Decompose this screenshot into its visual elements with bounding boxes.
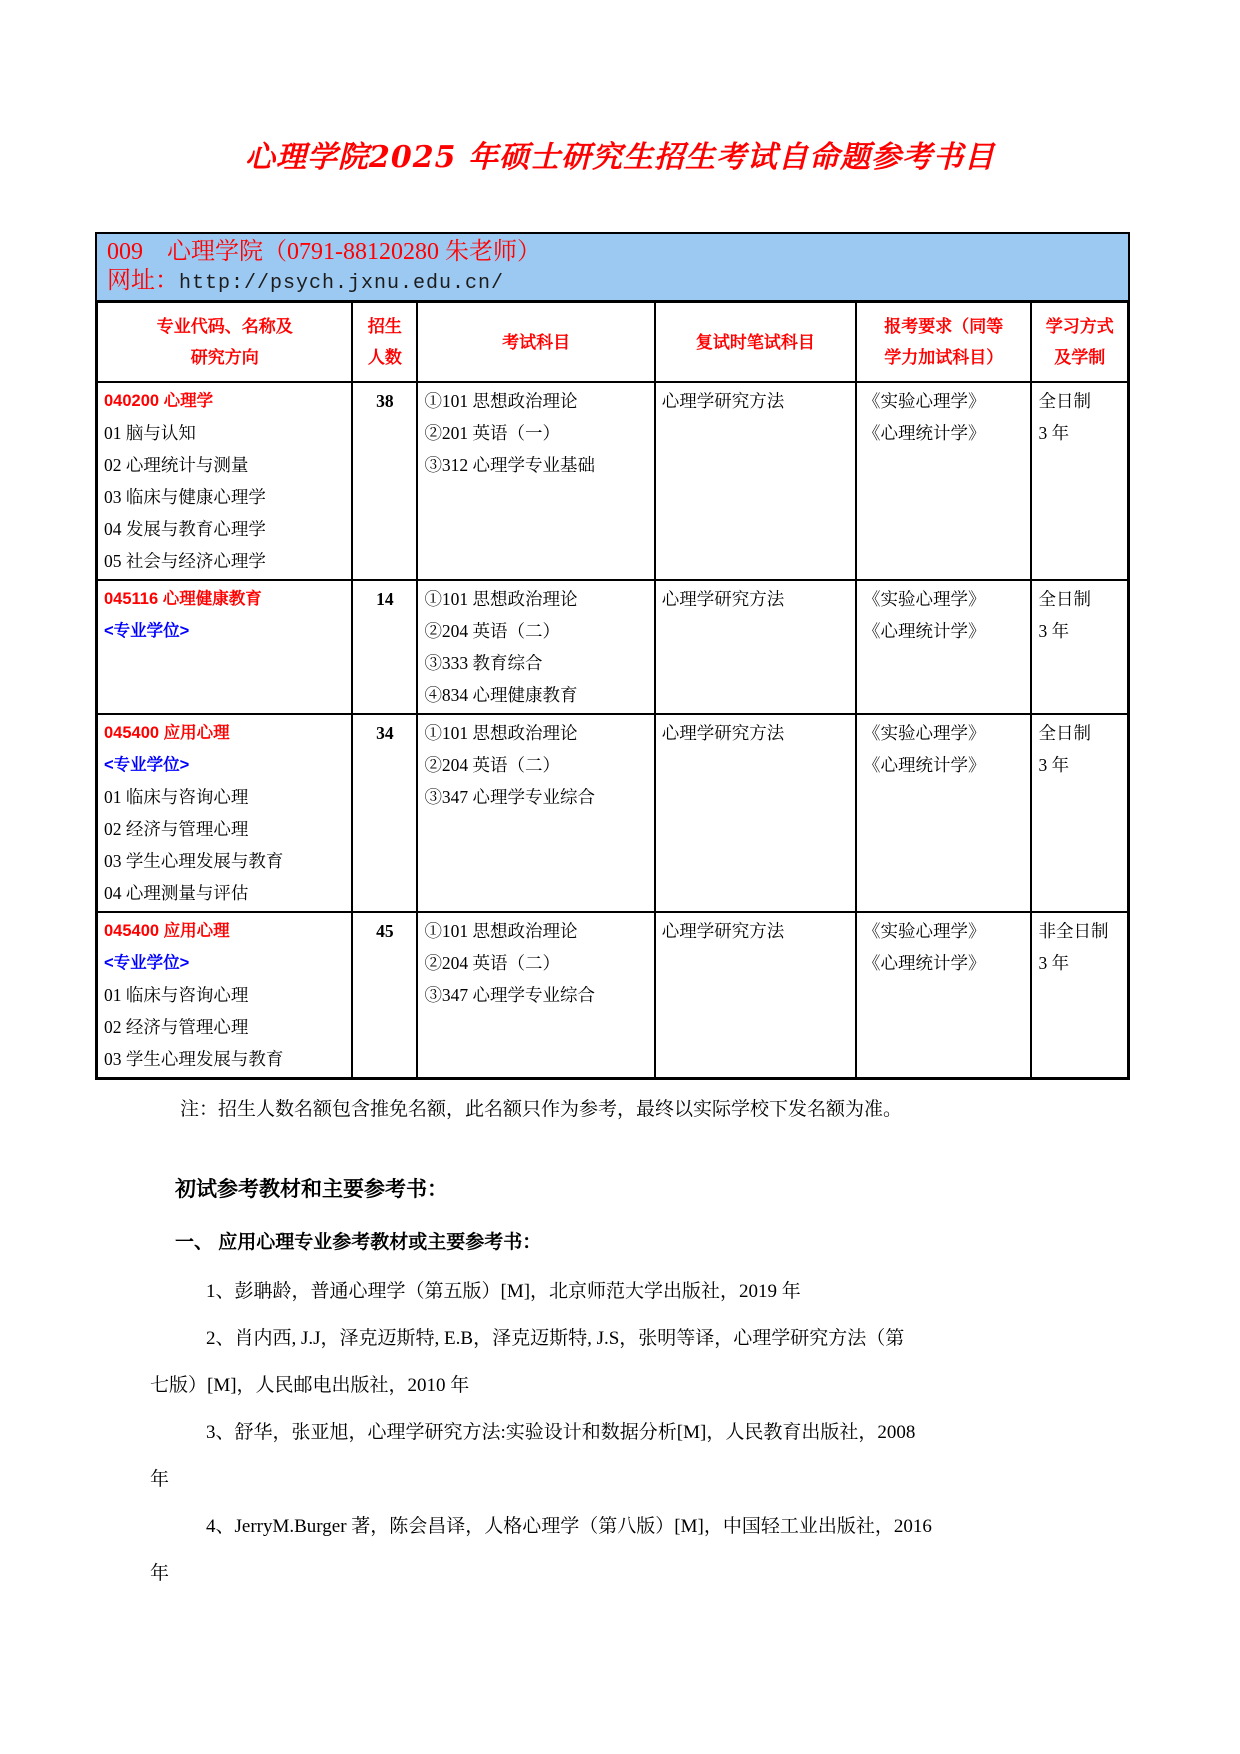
additional-subjects-cell xyxy=(856,382,1031,580)
additional-subjects-cell xyxy=(856,912,1031,1079)
exam-subject: ③312 心理学专业基础 xyxy=(424,455,596,475)
department-code-line: 009 心理学院（0791-88120280 朱老师） xyxy=(107,239,541,265)
department-header-box xyxy=(95,232,1130,300)
additional-subject: 《实验心理学》 xyxy=(863,391,986,411)
exam-subject: ③347 心理学专业综合 xyxy=(424,787,596,807)
book-item xyxy=(150,1315,1090,1409)
exam-subject: ②204 英语（二） xyxy=(424,953,561,973)
study-mode-cell xyxy=(1031,912,1128,1079)
retest-subject: 心理学研究方法 xyxy=(661,921,785,941)
additional-subject: 《心理统计学》 xyxy=(863,953,986,973)
study-mode-cell xyxy=(1031,382,1128,580)
exam-subject: ①101 思想政治理论 xyxy=(424,723,578,743)
research-direction: 01 脑与认知 xyxy=(104,423,196,443)
enrollment-count: 38 xyxy=(352,382,417,580)
book-line: 年 xyxy=(150,1469,170,1490)
additional-subjects-cell xyxy=(856,714,1031,912)
column-header-line: 人数 xyxy=(367,348,402,367)
exam-subject: ①101 思想政治理论 xyxy=(424,391,578,411)
retest-subject-cell xyxy=(655,580,856,714)
column-header-line: 招生 xyxy=(367,317,402,336)
book-line: 1、彭聃龄，普通心理学（第五版）[M]，北京师范大学出版社，2019 年 xyxy=(206,1281,801,1302)
column-header-line: 专业代码、名称及 xyxy=(156,317,293,336)
book-item xyxy=(150,1409,1090,1503)
study-mode: 3 年 xyxy=(1038,953,1070,973)
additional-subjects-cell xyxy=(856,580,1031,714)
study-mode: 3 年 xyxy=(1038,755,1070,775)
retest-subject-cell xyxy=(655,912,856,1079)
book-line: 2、肖内西, J.J，泽克迈斯特, E.B，泽克迈斯特, J.S，张明等译，心理学研究方法（第 xyxy=(206,1328,905,1349)
website-line xyxy=(107,267,1128,298)
enrollment-count: 34 xyxy=(352,714,417,912)
book-item xyxy=(150,1268,1090,1315)
program-cell xyxy=(97,714,353,912)
research-direction: 03 学生心理发展与教育 xyxy=(104,1049,284,1069)
program-code: 045400 应用心理 xyxy=(104,724,230,742)
exam-subject: ②201 英语（一） xyxy=(424,423,561,443)
column-header-line: 研究方向 xyxy=(190,348,259,367)
exam-subject: ①101 思想政治理论 xyxy=(424,921,578,941)
study-mode: 全日制 xyxy=(1038,589,1091,609)
program-code: 045116 心理健康教育 xyxy=(104,590,262,608)
retest-subject: 心理学研究方法 xyxy=(661,589,785,609)
page-title: 心理学院2025 年硕士研究生招生考试自命题参考书目 xyxy=(245,140,995,175)
column-header xyxy=(417,302,654,383)
program-code: 040200 心理学 xyxy=(104,392,214,410)
research-direction: 05 社会与经济心理学 xyxy=(104,551,266,571)
enrollment-count: 45 xyxy=(352,912,417,1079)
enrollment-count: 14 xyxy=(352,580,417,714)
study-mode-cell xyxy=(1031,714,1128,912)
exam-subject: ④834 心理健康教育 xyxy=(424,685,578,705)
exam-subjects-cell xyxy=(417,912,654,1079)
exam-subjects-cell xyxy=(417,382,654,580)
section-heading-applied: 一、 应用心理专业参考教材或主要参考书： xyxy=(175,1232,542,1253)
research-direction: 01 临床与咨询心理 xyxy=(104,985,249,1005)
additional-subject: 《实验心理学》 xyxy=(863,723,986,743)
study-mode: 3 年 xyxy=(1038,423,1070,443)
exam-subject: ③347 心理学专业综合 xyxy=(424,985,596,1005)
study-mode: 3 年 xyxy=(1038,621,1070,641)
research-direction: 02 心理统计与测量 xyxy=(104,455,249,475)
degree-type: <专业学位> xyxy=(104,954,190,972)
table-header xyxy=(97,302,1129,383)
column-header-line: 复试时笔试科目 xyxy=(695,332,815,352)
exam-subject: ②204 英语（二） xyxy=(424,755,561,775)
column-header xyxy=(655,302,856,383)
study-mode: 全日制 xyxy=(1038,723,1091,743)
program-code: 045400 应用心理 xyxy=(104,922,230,940)
program-cell xyxy=(97,912,353,1079)
table-row xyxy=(97,714,1129,912)
exam-subjects-cell xyxy=(417,580,654,714)
research-direction: 03 临床与健康心理学 xyxy=(104,487,266,507)
column-header xyxy=(352,302,417,383)
research-direction: 03 学生心理发展与教育 xyxy=(104,851,284,871)
exam-subject: ③333 教育综合 xyxy=(424,653,543,673)
column-header-line: 学习方式 xyxy=(1045,317,1114,336)
book-line: 年 xyxy=(150,1563,170,1584)
table-row xyxy=(97,580,1129,714)
study-mode-cell xyxy=(1031,580,1128,714)
book-list xyxy=(150,1268,1090,1597)
additional-subject: 《实验心理学》 xyxy=(863,921,986,941)
retest-subject-cell xyxy=(655,714,856,912)
table-row xyxy=(97,912,1129,1079)
website-label: 网址： xyxy=(107,268,179,294)
exam-subjects-cell xyxy=(417,714,654,912)
research-direction: 04 发展与教育心理学 xyxy=(104,519,266,539)
exam-subject: ②204 英语（二） xyxy=(424,621,561,641)
additional-subject: 《心理统计学》 xyxy=(863,423,986,443)
research-direction: 04 心理测量与评估 xyxy=(104,883,249,903)
book-item xyxy=(150,1503,1090,1597)
column-header xyxy=(856,302,1031,383)
book-line: 七版）[M]，人民邮电出版社，2010 年 xyxy=(150,1375,470,1396)
retest-subject: 心理学研究方法 xyxy=(661,723,785,743)
degree-type: <专业学位> xyxy=(104,622,190,640)
content-area xyxy=(95,232,1130,1597)
table-row xyxy=(97,382,1129,580)
additional-subject: 《心理统计学》 xyxy=(863,621,986,641)
column-header-line: 及学制 xyxy=(1054,348,1106,367)
note-text: 注：招生人数名额包含推免名额，此名额只作为参考，最终以实际学校下发名额为准。 xyxy=(180,1099,903,1120)
column-header-line: 考试科目 xyxy=(502,332,571,352)
additional-subject: 《实验心理学》 xyxy=(863,589,986,609)
study-mode: 非全日制 xyxy=(1038,921,1109,941)
program-cell xyxy=(97,382,353,580)
book-line: 4、JerryM.Burger 著，陈会昌译，人格心理学（第八版）[M]，中国轻工业出版社，2016 xyxy=(206,1516,932,1537)
column-header-line: 报考要求（同等 xyxy=(884,317,1004,336)
column-header xyxy=(97,302,353,383)
book-line: 3、舒华，张亚旭，心理学研究方法:实验设计和数据分析[M]，人民教育出版社，2008 xyxy=(206,1422,916,1443)
research-direction: 02 经济与管理心理 xyxy=(104,1017,249,1037)
research-direction: 02 经济与管理心理 xyxy=(104,819,249,839)
research-direction: 01 临床与咨询心理 xyxy=(104,787,249,807)
exam-subject: ①101 思想政治理论 xyxy=(424,589,578,609)
admissions-table xyxy=(95,300,1130,1080)
section-heading-materials: 初试参考教材和主要参考书： xyxy=(175,1178,448,1201)
retest-subject-cell xyxy=(655,382,856,580)
column-header xyxy=(1031,302,1128,383)
study-mode: 全日制 xyxy=(1038,391,1091,411)
column-header-line: 学力加试科目） xyxy=(884,348,1004,367)
website-url[interactable]: http://psych.jxnu.edu.cn/ xyxy=(179,272,505,295)
degree-type: <专业学位> xyxy=(104,756,190,774)
retest-subject: 心理学研究方法 xyxy=(661,391,785,411)
program-cell xyxy=(97,580,353,714)
additional-subject: 《心理统计学》 xyxy=(863,755,986,775)
